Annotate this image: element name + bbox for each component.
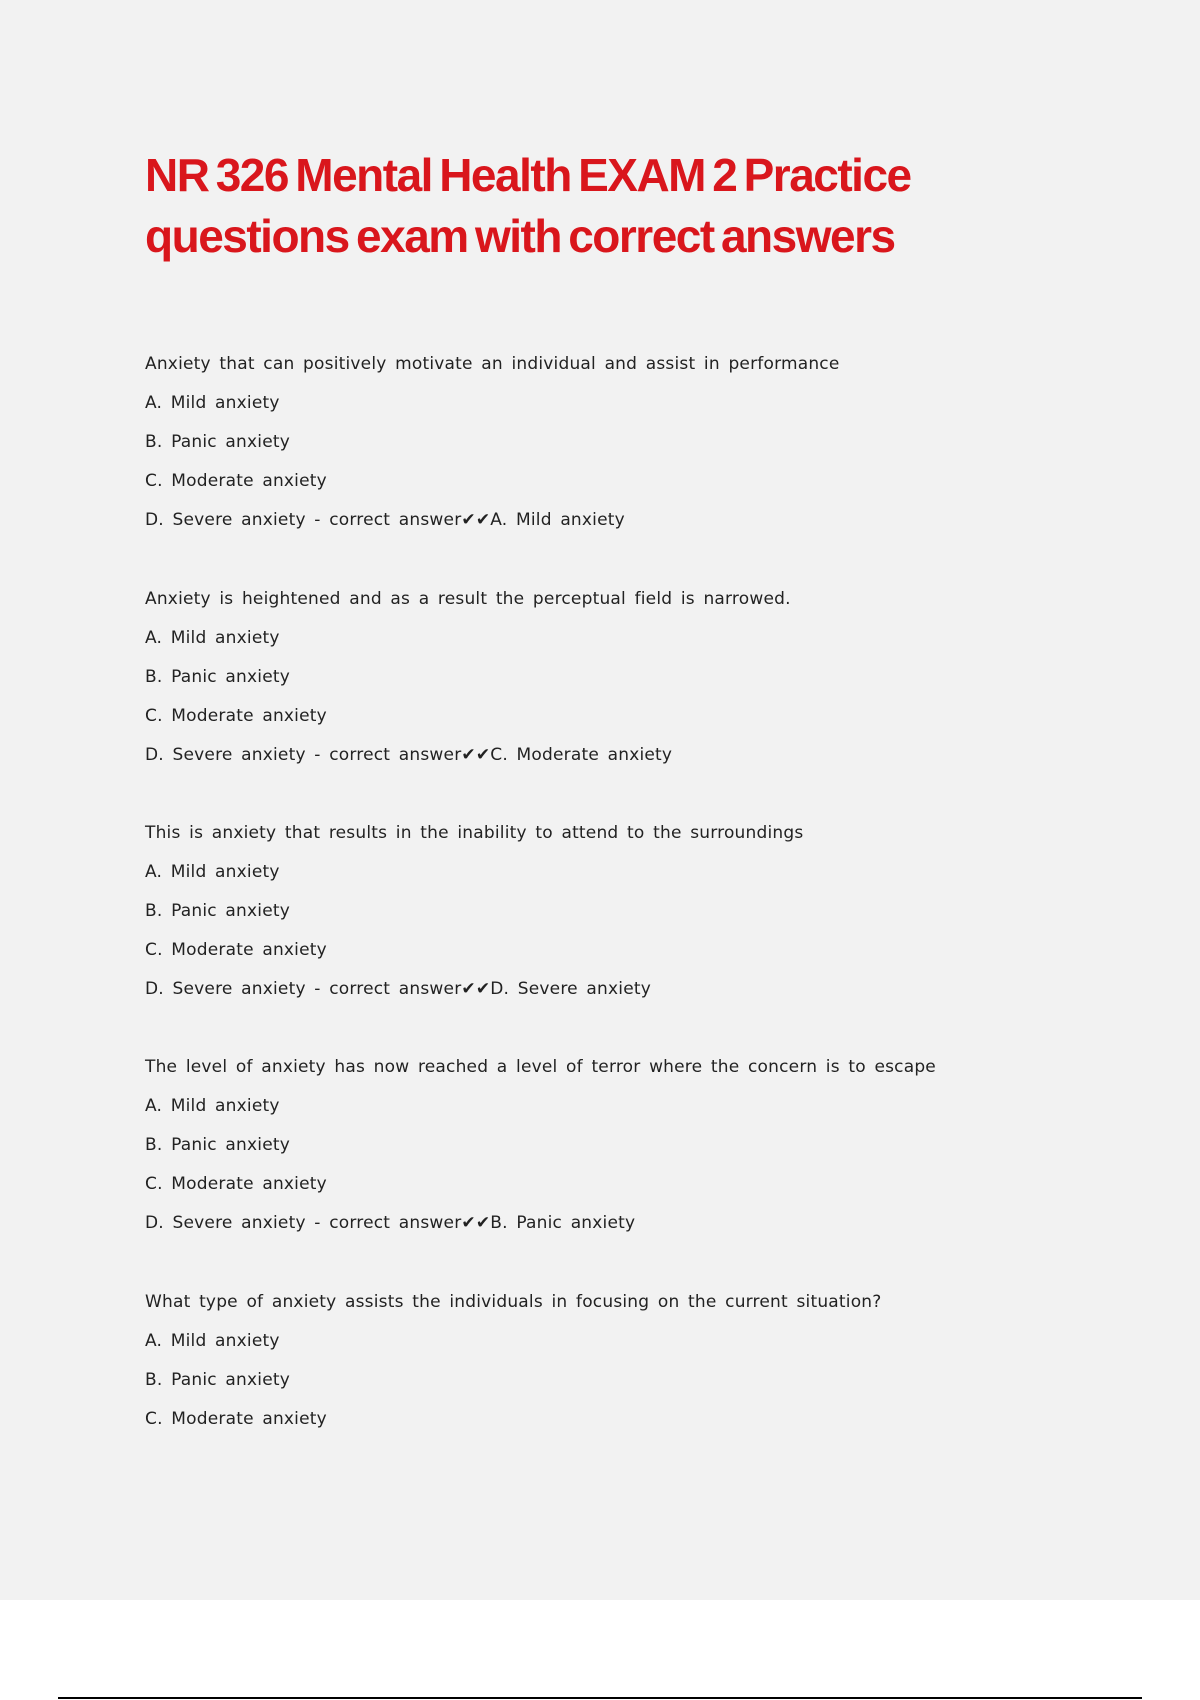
question-4 xyxy=(145,1056,1145,1234)
option-c: C. Moderate anxiety xyxy=(145,1174,327,1194)
page-divider xyxy=(58,1697,1142,1699)
option-b: B. Panic anxiety xyxy=(145,1370,290,1390)
option-b: B. Panic anxiety xyxy=(145,432,290,452)
option-c: C. Moderate anxiety xyxy=(145,706,327,726)
question-1 xyxy=(145,353,1145,531)
option-a: A. Mild anxiety xyxy=(145,862,280,882)
option-a: A. Mild anxiety xyxy=(145,1331,280,1351)
option-b: B. Panic anxiety xyxy=(145,901,290,921)
option-c: C. Moderate anxiety xyxy=(145,940,327,960)
option-b: B. Panic anxiety xyxy=(145,667,290,687)
option-a: A. Mild anxiety xyxy=(145,628,280,648)
question-2 xyxy=(145,588,1145,766)
title-line-1: NR 326 Mental Health EXAM 2 Practice xyxy=(145,149,911,201)
question-prompt: Anxiety is heightened and as a result the perceptual field is narrowed. xyxy=(145,589,791,609)
question-prompt: What type of anxiety assists the individuals in focusing on the current situation? xyxy=(145,1292,882,1312)
option-d-with-answer: D. Severe anxiety - correct answer✔✔B. Panic anxiety xyxy=(145,1213,636,1233)
option-c: C. Moderate anxiety xyxy=(145,471,327,491)
option-d-with-answer: D. Severe anxiety - correct answer✔✔C. Moderate anxiety xyxy=(145,745,673,765)
option-d-with-answer: D. Severe anxiety - correct answer✔✔A. Mild anxiety xyxy=(145,510,625,530)
question-prompt: The level of anxiety has now reached a level of terror where the concern is to escape xyxy=(145,1057,936,1077)
title-line-2: questions exam with correct answers xyxy=(145,210,895,262)
question-3 xyxy=(145,822,1145,1000)
document-title xyxy=(145,145,1105,267)
option-a: A. Mild anxiety xyxy=(145,1096,280,1116)
option-d-with-answer: D. Severe anxiety - correct answer✔✔D. Severe anxiety xyxy=(145,979,651,999)
question-prompt: Anxiety that can positively motivate an individual and assist in performance xyxy=(145,354,840,374)
question-prompt: This is anxiety that results in the inability to attend to the surroundings xyxy=(145,823,804,843)
option-a: A. Mild anxiety xyxy=(145,393,280,413)
question-5 xyxy=(145,1291,1145,1430)
option-c: C. Moderate anxiety xyxy=(145,1409,327,1429)
option-b: B. Panic anxiety xyxy=(145,1135,290,1155)
